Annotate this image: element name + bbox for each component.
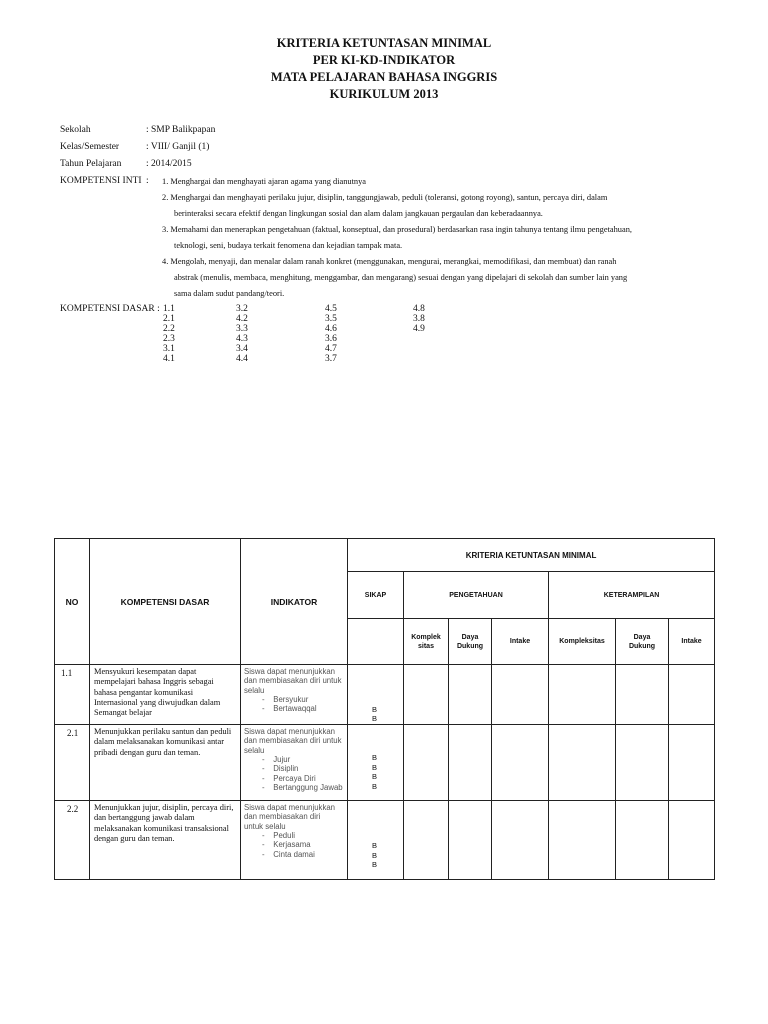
indikator-item: Peduli: [273, 831, 295, 841]
tahun-label: Tahun Pelajaran: [60, 159, 122, 169]
kd-col-4: [413, 304, 425, 334]
kd-code: 4.1: [163, 354, 175, 364]
row-indikator: [241, 665, 348, 725]
list-item: - Cinta damai: [262, 849, 315, 859]
kd-code: 1.1: [163, 304, 175, 314]
indikator-item: Jujur: [273, 755, 291, 765]
kd-col-2: [236, 304, 248, 364]
ki-label: KOMPETENSI INTI: [60, 176, 142, 186]
row-cell: [669, 801, 715, 880]
table-row: [55, 801, 715, 880]
kd-code: 2.1: [163, 314, 175, 324]
sub-header-text: Daya: [633, 633, 651, 641]
kd-code: 3.8: [413, 314, 425, 324]
sub-header-daya-dukung-2: [616, 619, 669, 665]
list-item: - Percaya Diri: [262, 773, 316, 783]
table-row: [55, 725, 715, 801]
kd-code: 3.5: [325, 314, 337, 324]
sikap-value: B: [372, 860, 378, 869]
list-item: - Jujur: [262, 755, 291, 765]
row-cell: [449, 665, 492, 725]
row-cell: [549, 801, 616, 880]
row-cell: [669, 725, 715, 801]
sub-header-text: Daya: [461, 633, 479, 641]
sikap-value: B: [372, 781, 378, 791]
row-sikap: [348, 665, 404, 725]
kd-code: 3.7: [325, 354, 337, 364]
tahun-value: : 2014/2015: [146, 159, 192, 169]
row-cell: [616, 801, 669, 880]
row-sikap: [348, 725, 404, 801]
list-item: - Bersyukur: [262, 695, 309, 705]
list-item: - Disiplin: [262, 764, 299, 774]
sikap-value: B: [372, 762, 378, 772]
sekolah-label: Sekolah: [60, 125, 91, 135]
kd-col-1: [163, 304, 175, 364]
kd-code: 3.1: [163, 344, 175, 354]
sub-header-text: Komplek: [411, 633, 441, 641]
list-item: - Bertanggung Jawab: [262, 783, 343, 793]
ki-item-3a: 3. Memahami dan menerapkan pengetahuan (faktual, konseptual, dan prosedural) berdasarkan rasa ingin tahunya tentang ilmu pengetahuan,: [162, 225, 632, 234]
row-cell: [449, 801, 492, 880]
header-keterampilan: KETERAMPILAN: [549, 572, 715, 619]
sikap-value: B: [372, 841, 378, 850]
row-kd: Menunjukkan perilaku santun dan peduli dalam melaksanakan komunikasi antar pribadi dengan guru dan teman.: [90, 725, 241, 801]
ki-item-2a: 2. Menghargai dan menghayati perilaku jujur, disiplin, tanggungjawab, peduli (toleransi, gotong royong), santun, percaya diri, dalam: [162, 193, 608, 202]
header-pengetahuan: PENGETAHUAN: [404, 572, 549, 619]
ki-item-2b: berinteraksi secara efektif dengan lingkungan sosial dan alam dalam jangkauan pergaulan dan keberadaannya.: [174, 209, 543, 218]
sub-header-text: Dukung: [456, 642, 484, 650]
kd-label: KOMPETENSI DASAR :: [60, 304, 160, 314]
row-sikap: [348, 801, 404, 880]
kd-code: 3.2: [236, 304, 248, 314]
kd-code: 4.4: [236, 354, 248, 364]
ki-item-4c: sama dalam sudut pandang/teori.: [174, 289, 285, 298]
row-cell: [616, 665, 669, 725]
row-no: 2.2: [55, 801, 90, 880]
kd-col-3: [325, 304, 337, 364]
row-cell: [449, 725, 492, 801]
sikap-value: B: [372, 753, 378, 762]
title-line-3: MATA PELAJARAN BAHASA INGGRIS: [270, 70, 498, 84]
sub-header-kompleksitas-2: Kompleksitas: [549, 619, 616, 665]
sikap-value: B: [372, 705, 378, 714]
row-kd: Menunjukkan jujur, disiplin, percaya diri, dan bertanggung jawab dalam melaksanakan komunikasi transaksional dengan guru dan teman.: [90, 801, 241, 880]
row-cell: [492, 725, 549, 801]
title-line-1: KRITERIA KETUNTASAN MINIMAL: [276, 36, 492, 50]
indikator-head: Siswa dapat menunjukkan dan membiasakan diri untuk selalu: [244, 727, 342, 755]
kd-code: 4.9: [413, 324, 425, 334]
row-cell: [404, 801, 449, 880]
sub-header-daya-dukung: [449, 619, 492, 665]
table-row: [55, 665, 715, 725]
header-kkm: KRITERIA KETUNTASAN MINIMAL: [348, 539, 715, 572]
header-indikator: INDIKATOR: [241, 539, 348, 665]
ki-item-3b: teknologi, seni, budaya terkait fenomena dan kejadian tampak mata.: [174, 241, 403, 250]
kd-code: 4.3: [236, 334, 248, 344]
row-no: 2.1: [55, 725, 90, 801]
indikator-item: Bertawaqqal: [273, 704, 317, 714]
indikator-item: Bersyukur: [273, 695, 309, 705]
indikator-item: Disiplin: [273, 764, 299, 774]
sub-header-intake-2: Intake: [669, 619, 715, 665]
row-indikator: [241, 801, 348, 880]
sub-header-sikap-empty: [348, 619, 404, 665]
ki-item-1: 1. Menghargai dan menghayati ajaran agama yang dianutnya: [162, 177, 367, 186]
kd-code: 4.5: [325, 304, 337, 314]
row-indikator: [241, 725, 348, 801]
sub-header-kompleksitas: [404, 619, 449, 665]
sikap-value: B: [372, 714, 378, 723]
ki-item-4a: 4. Mengolah, menyaji, dan menalar dalam ranah konkret (menggunakan, mengurai, merangkai, memodifikasi, dan membuat) dan ranah: [162, 257, 617, 266]
header-sikap: SIKAP: [348, 572, 404, 619]
sub-header-text: Dukung: [628, 642, 656, 650]
header-no: NO: [55, 539, 90, 665]
indikator-item: Kerjasama: [273, 840, 311, 850]
sikap-value: B: [372, 850, 378, 860]
kd-code: 3.4: [236, 344, 248, 354]
row-cell: [492, 801, 549, 880]
sekolah-value: : SMP Balikpapan: [146, 125, 216, 135]
ki-colon: :: [146, 176, 149, 186]
sikap-value: B: [372, 772, 378, 781]
kd-code: 2.3: [163, 334, 175, 344]
row-kd: Mensyukuri kesempatan dapat mempelajari bahasa Inggris sebagai bahasa pengantar komunikasi Internasional yang diwujudkan dalam Semangat belajar: [90, 665, 241, 725]
row-cell: [404, 665, 449, 725]
header-kompetensi-dasar: KOMPETENSI DASAR: [90, 539, 241, 665]
kelas-label: Kelas/Semester: [60, 142, 120, 152]
kkm-table: [54, 538, 715, 880]
indikator-item: Percaya Diri: [273, 773, 316, 783]
indikator-head: Siswa dapat menunjukkan dan membiasakan diri untuk selalu: [244, 803, 336, 831]
kd-code: 4.6: [325, 324, 337, 334]
kd-code: 2.2: [163, 324, 175, 334]
sub-header-intake: Intake: [492, 619, 549, 665]
list-item: - Kerjasama: [262, 840, 311, 850]
row-no: 1.1: [55, 665, 90, 725]
row-cell: [404, 725, 449, 801]
row-cell: [492, 665, 549, 725]
kd-code: 4.7: [325, 344, 337, 354]
indikator-item: Bertanggung Jawab: [273, 783, 343, 793]
indikator-head: Siswa dapat menunjukkan dan membiasakan diri untuk selalu: [244, 667, 342, 695]
title-line-4: KURIKULUM 2013: [329, 87, 439, 101]
row-cell: [549, 665, 616, 725]
list-item: - Bertawaqqal: [262, 704, 317, 714]
row-cell: [549, 725, 616, 801]
ki-item-4b: abstrak (menulis, membaca, menghitung, menggambar, dan mengarang) sesuai dengan yang dipelajari di sekolah dan sumber lain yang: [174, 273, 628, 282]
sub-header-text: sitas: [418, 642, 434, 650]
kd-code: 4.8: [413, 304, 425, 314]
kd-code: 3.3: [236, 324, 248, 334]
indikator-item: Cinta damai: [273, 849, 315, 859]
row-cell: [616, 725, 669, 801]
kd-code: 3.6: [325, 334, 337, 344]
list-item: - Peduli: [262, 831, 295, 841]
title-line-2: PER KI-KD-INDIKATOR: [312, 53, 456, 67]
kelas-value: : VIII/ Ganjil (1): [146, 142, 210, 152]
row-cell: [669, 665, 715, 725]
kd-code: 4.2: [236, 314, 248, 324]
